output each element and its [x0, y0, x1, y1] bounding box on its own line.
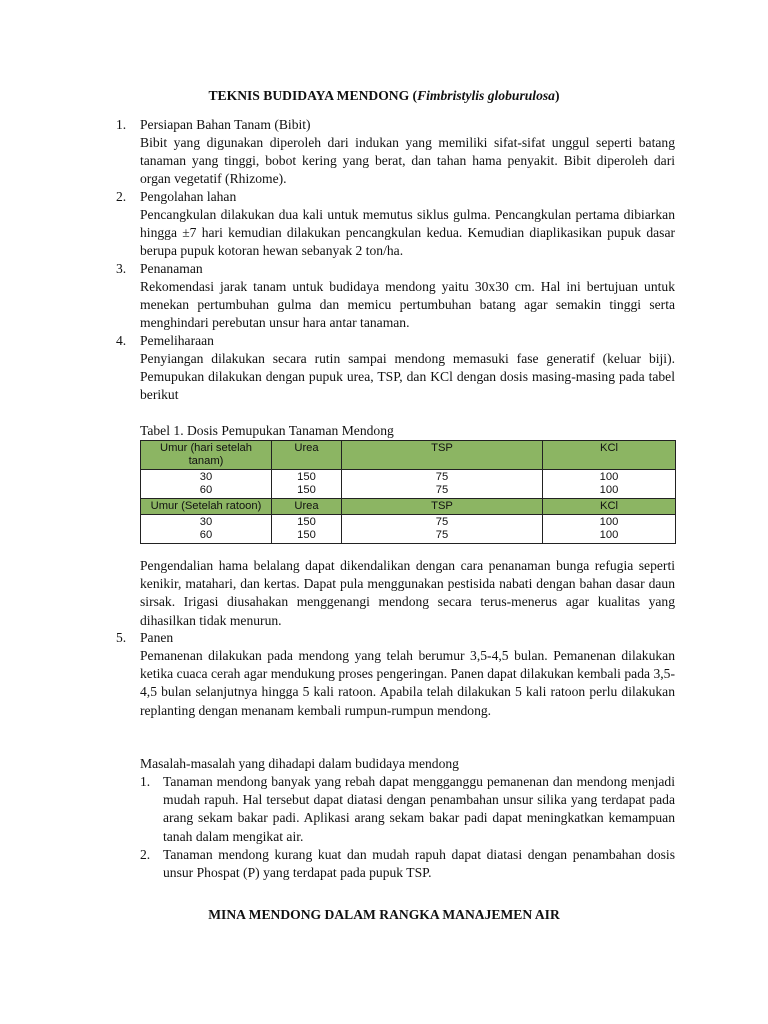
table-cell: 30 60 — [141, 515, 272, 544]
table-cell: 75 75 — [342, 515, 543, 544]
problem-1-number: 1. — [140, 774, 151, 789]
fertilizer-dose-table — [140, 440, 676, 544]
document-title — [0, 88, 768, 104]
section-4-heading: Pemeliharaan — [140, 333, 214, 348]
problem-2-number: 2. — [140, 847, 151, 862]
title-species: Fimbristylis globurulosa — [417, 88, 555, 103]
section-4-text: Penyiangan dilakukan secara rutin sampai mendong memasuki fase generatif (keluar biji). Pemupukan dilakukan dengan pupuk urea, TSP, dan KCl dengan dosis masing-masing pada tabel berikut — [140, 351, 675, 403]
table-header-cell: TSP — [342, 441, 543, 470]
section-2-number: 2. — [116, 189, 127, 204]
table-cell: 30 60 — [141, 470, 272, 499]
table-header-cell: Urea — [272, 441, 342, 470]
next-section-title: MINA MENDONG DALAM RANGKA MANAJEMEN AIR — [208, 907, 560, 922]
table-cell: 150 150 — [272, 515, 342, 544]
problem-1-text: Tanaman mendong banyak yang rebah dapat mengganggu pemanenan dan mendong menjadi mudah rapuh. Hal tersebut dapat diatasi dengan penambahan unsur silika yang terdapat pada arang sekam bakar padi. Aplikasi arang sekam bakar padi dapat meningkatkan kemampuan tanah dalam mengikat air. — [163, 774, 675, 844]
table-header-cell: Umur (Setelah ratoon) — [141, 499, 272, 515]
table-row — [141, 515, 676, 544]
table-cell: 100 100 — [543, 515, 676, 544]
table-cell: 100 100 — [543, 470, 676, 499]
table-header-cell: Umur (hari setelah tanam) — [141, 441, 272, 470]
section-1-text: Bibit yang digunakan diperoleh dari indukan yang memiliki sifat-sifat unggul seperti batang tanaman yang tinggi, bobot kering yang berat, dan tahan hama penyakit. Bibit diperoleh dari organ vegetatif (Rhizome). — [140, 135, 675, 187]
title-prefix: TEKNIS BUDIDAYA MENDONG ( — [208, 88, 418, 103]
section-3-heading: Penanaman — [140, 261, 203, 276]
table-header-row — [141, 499, 676, 515]
table-caption: Tabel 1. Dosis Pemupukan Tanaman Mendong — [140, 423, 394, 438]
table-row — [141, 470, 676, 499]
problems-intro: Masalah-masalah yang dihadapi dalam budidaya mendong — [140, 756, 459, 771]
table-header-cell: Urea — [272, 499, 342, 515]
section-2-heading: Pengolahan lahan — [140, 189, 237, 204]
table-header-cell: KCl — [543, 441, 676, 470]
section-4-number: 4. — [116, 333, 127, 348]
pest-control-paragraph: Pengendalian hama belalang dapat dikendalikan dengan cara penanaman bunga refugia seperti kenikir, matahari, dan kertas. Dapat pula menggunakan pestisida nabati dengan bahan dasar daun sirsak. Irigasi diusahakan menggenangi mendong secara terus-menerus agar kualitas yang dihasilkan tidak menurun. — [140, 558, 675, 628]
section-2-text: Pencangkulan dilakukan dua kali untuk memutus siklus gulma. Pencangkulan pertama dibiarkan hingga ±7 hari kemudian dilakukan pencangkulan kedua. Kemudian diaplikasikan pupuk dasar berupa pupuk kotoran hewan sebanyak 2 ton/ha. — [140, 207, 675, 259]
table-cell: 150 150 — [272, 470, 342, 499]
table-header-cell: KCl — [543, 499, 676, 515]
title-suffix: ) — [554, 88, 560, 103]
section-1-number: 1. — [116, 117, 127, 132]
section-3-number: 3. — [116, 261, 127, 276]
section-3-text: Rekomendasi jarak tanam untuk budidaya mendong yaitu 30x30 cm. Hal ini bertujuan untuk menekan pertumbuhan gulma dan memicu pertumbuhan batang agar semakin tinggi serta menghindari perebutan unsur hara antar tanaman. — [140, 279, 675, 331]
table-cell: 75 75 — [342, 470, 543, 499]
table-header-row — [141, 441, 676, 470]
section-1-heading: Persiapan Bahan Tanam (Bibit) — [140, 117, 311, 132]
problem-2-text: Tanaman mendong kurang kuat dan mudah rapuh dapat diatasi dengan penambahan dosis unsur Phospat (P) yang terdapat pada pupuk TSP. — [163, 847, 675, 881]
table-header-cell: TSP — [342, 499, 543, 515]
section-5-heading: Panen — [140, 630, 174, 645]
section-5-number: 5. — [116, 630, 127, 645]
section-5-text: Pemanenan dilakukan pada mendong yang telah berumur 3,5-4,5 bulan. Pemanenan dilakukan ketika cuaca cerah agar mendukung proses pengeringan. Panen dapat dilakukan kembali pada 3,5-4,5 bulan selanjutnya hingga 5 kali ratoon. Apabila telah dilakukan 5 kali ratoon perlu dilakukan replanting dengan menanam kembali rumpun-rumpun mendong. — [140, 648, 675, 718]
